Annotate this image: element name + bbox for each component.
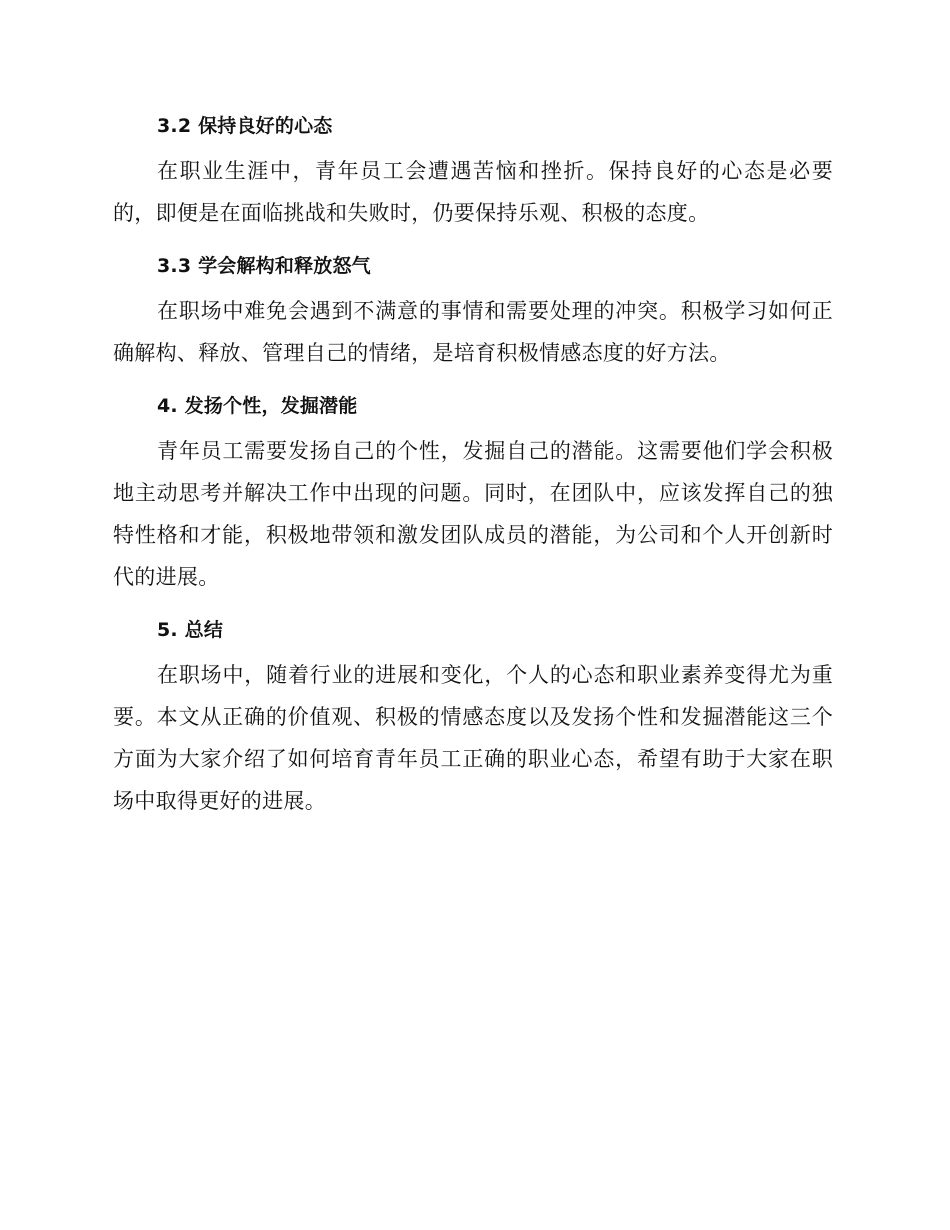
section-5 [113, 614, 833, 822]
section-paragraph: 青年员工需要发扬自己的个性，发掘自己的潜能。这需要他们学会积极地主动思考并解决工作中出现的问题。同时，在团队中，应该发挥自己的独特性格和才能，积极地带领和激发团队成员的潜能，为公司和个人开创新时代的进展。 [113, 439, 833, 589]
section-3-3 [113, 250, 833, 390]
section-heading: 5. 总结 [157, 619, 224, 641]
section-heading: 3.2 保持良好的心态 [157, 115, 333, 137]
document-page [113, 110, 833, 822]
section-paragraph: 在职场中难免会遇到不满意的事情和需要处理的冲突。积极学习如何正确解构、释放、管理自己的情绪，是培育积极情感态度的好方法。 [113, 299, 833, 365]
section-paragraph: 在职场中，随着行业的进展和变化，个人的心态和职业素养变得尤为重要。本文从正确的价值观、积极的情感态度以及发扬个性和发掘潜能这三个方面为大家介绍了如何培育青年员工正确的职业心态，希望有助于大家在职场中取得更好的进展。 [113, 663, 833, 813]
section-heading: 4. 发扬个性，发掘潜能 [157, 395, 358, 417]
section-4 [113, 390, 833, 614]
section-3-2 [113, 110, 833, 250]
section-paragraph: 在职业生涯中，青年员工会遭遇苦恼和挫折。保持良好的心态是必要的，即便是在面临挑战和失败时，仍要保持乐观、积极的态度。 [113, 159, 833, 225]
section-heading: 3.3 学会解构和释放怒气 [157, 255, 371, 277]
